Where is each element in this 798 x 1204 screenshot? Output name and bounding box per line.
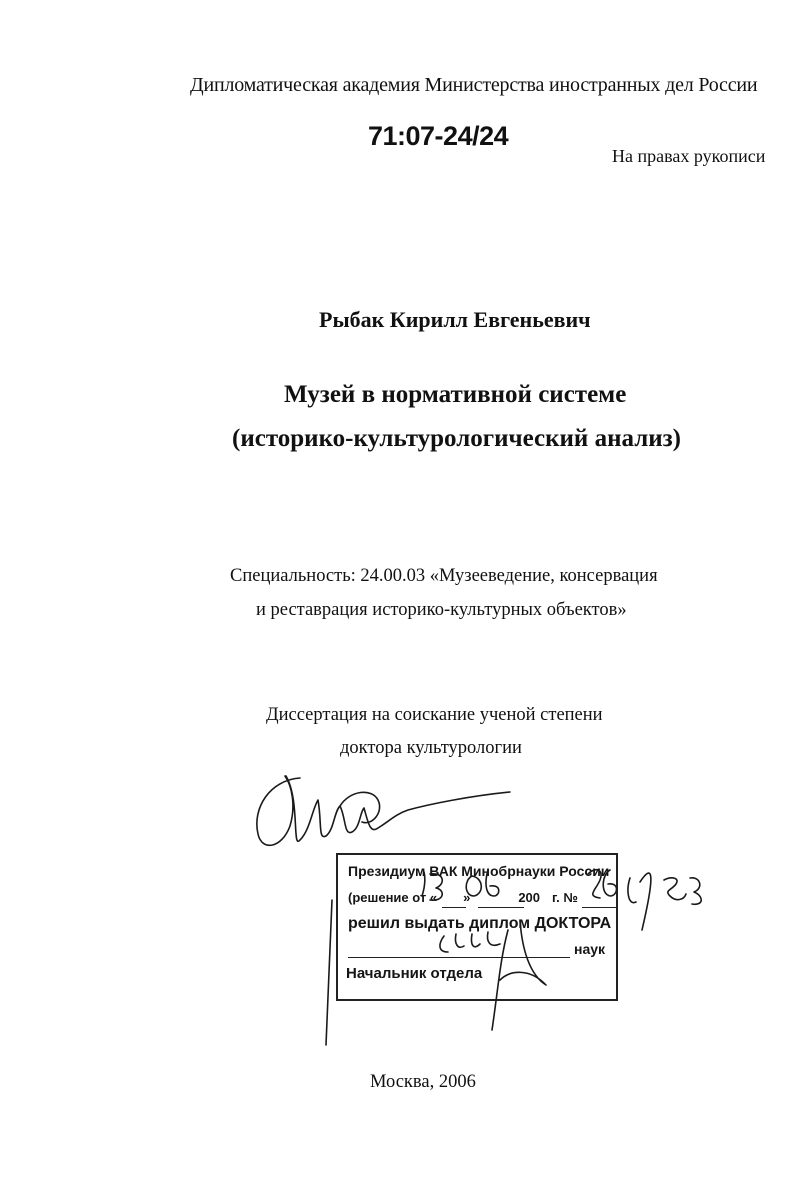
degree-line1: Диссертация на соискание ученой степени: [266, 705, 603, 725]
dissertation-title-line1: Музей в нормативной системе: [284, 381, 627, 408]
stamp-line-presidium: Президиум ВАК Минобрнауки России: [348, 863, 610, 879]
stamp-decision-mid: »: [463, 890, 471, 905]
stamp-decision-year: 200: [518, 890, 541, 905]
specialty-line1: Специальность: 24.00.03 «Музееведение, консервация: [230, 566, 658, 586]
stamp-science-underline: [348, 957, 570, 958]
organization-name: Дипломатическая академия Министерства иностранных дел России: [190, 74, 758, 96]
stamp-decision-prefix: (решение от «: [348, 890, 438, 905]
author-name: Рыбак Кирилл Евгеньевич: [319, 307, 591, 332]
vak-stamp-inner: [344, 859, 610, 995]
author-signature-loop: [340, 792, 380, 822]
vak-stamp: [336, 853, 618, 1001]
stamp-month-underline: [478, 907, 524, 908]
stamp-line-science: наук: [574, 941, 606, 957]
stamp-line-head: Начальник отдела: [346, 965, 483, 982]
author-signature: [257, 776, 510, 845]
stamp-extra-ink: [628, 873, 701, 930]
dissertation-title-line2: (историко-культурологический анализ): [232, 425, 681, 452]
stamp-line-decision: [348, 890, 578, 905]
stamp-number-underline: [582, 907, 616, 908]
catalog-code: 71:07-24/24: [368, 121, 509, 151]
stamp-line-diploma: решил выдать диплом ДОКТОРА: [348, 915, 612, 932]
rights-note: На правах рукописи: [612, 146, 766, 166]
stamp-decision-suffix: г. №: [552, 890, 578, 905]
left-margin-stroke: [326, 900, 332, 1045]
city-year: Москва, 2006: [370, 1072, 476, 1092]
specialty-line2: и реставрация историко-культурных объектов»: [256, 600, 627, 620]
stamp-day-underline: [442, 907, 466, 908]
degree-line2: доктора культурологии: [340, 738, 522, 758]
